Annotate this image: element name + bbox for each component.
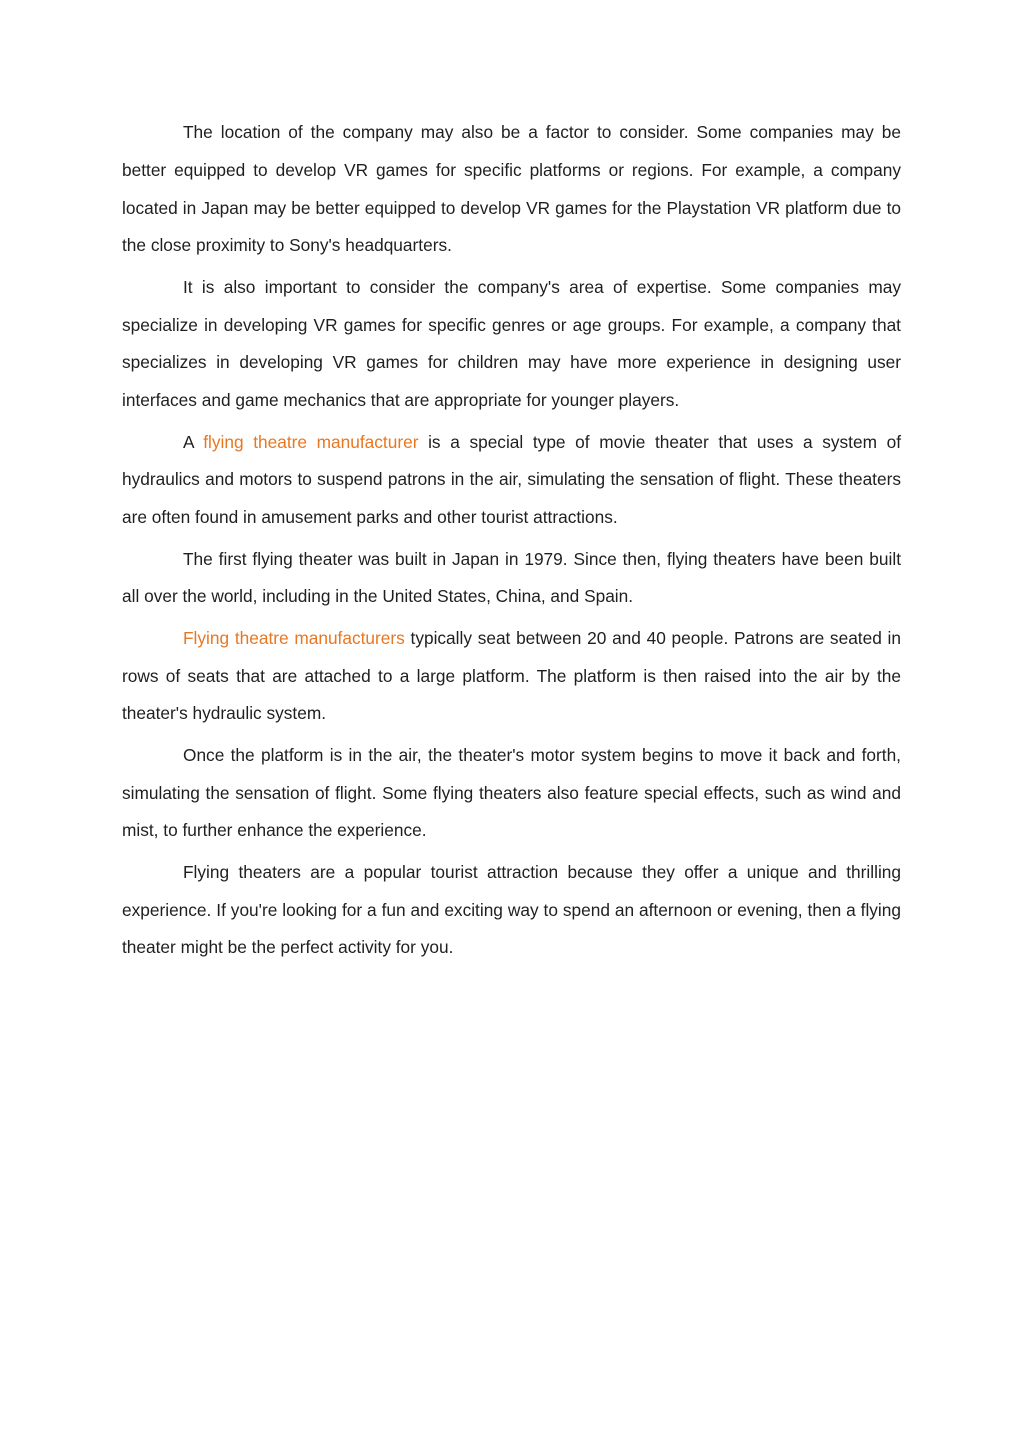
flying-theatre-manufacturers-link[interactable]: Flying theatre manufacturers [183,627,405,648]
paragraph-5 [122,620,901,733]
paragraph-text: Once the platform is in the air, the theater's motor system begins to move it back and forth, simulating the sensation of flight. Some flying theaters also feature special effects, such as wind and mist, to further enhance the experience. [122,744,901,841]
paragraph-6 [122,737,901,850]
paragraph-text: Flying theaters are a popular tourist attraction because they offer a unique and thrilling experience. If you're looking for a fun and exciting way to spend an afternoon or evening, then a flying theater might be the perfect activity for you. [122,861,901,958]
paragraph-3 [122,424,901,537]
paragraph-4 [122,541,901,617]
document-page [122,114,901,971]
paragraph-text: typically seat between 20 and 40 people. Patrons are seated in rows of seats that are attached to a large platform. The platform is then raised into the air by the theater's hydraulic system. [122,627,901,724]
paragraph-text: The location of the company may also be a factor to consider. Some companies may be better equipped to develop VR games for specific platforms or regions. For example, a company located in Japan may be better equipped to develop VR games for the Playstation VR platform due to the close proximity to Sony's headquarters. [122,122,901,256]
flying-theatre-manufacturer-link[interactable]: flying theatre manufacturer [203,431,419,452]
paragraph-text: A [183,431,204,452]
paragraph-text: The first flying theater was built in Japan in 1979. Since then, flying theaters have been built all over the world, including in the United States, China, and Spain. [122,548,901,607]
paragraph-text: is a special type of movie theater that uses a system of hydraulics and motors to suspend patrons in the air, simulating the sensation of flight. These theaters are often found in amusement parks and other tourist attractions. [122,431,902,528]
paragraph-1 [122,114,901,265]
paragraph-text: It is also important to consider the company's area of expertise. Some companies may specialize in developing VR games for specific genres or age groups. For example, a company that specializes in developing VR games for children may have more experience in designing user interfaces and game mechanics that are appropriate for younger players. [122,276,901,411]
paragraph-7 [122,854,901,967]
paragraph-2 [122,269,901,420]
